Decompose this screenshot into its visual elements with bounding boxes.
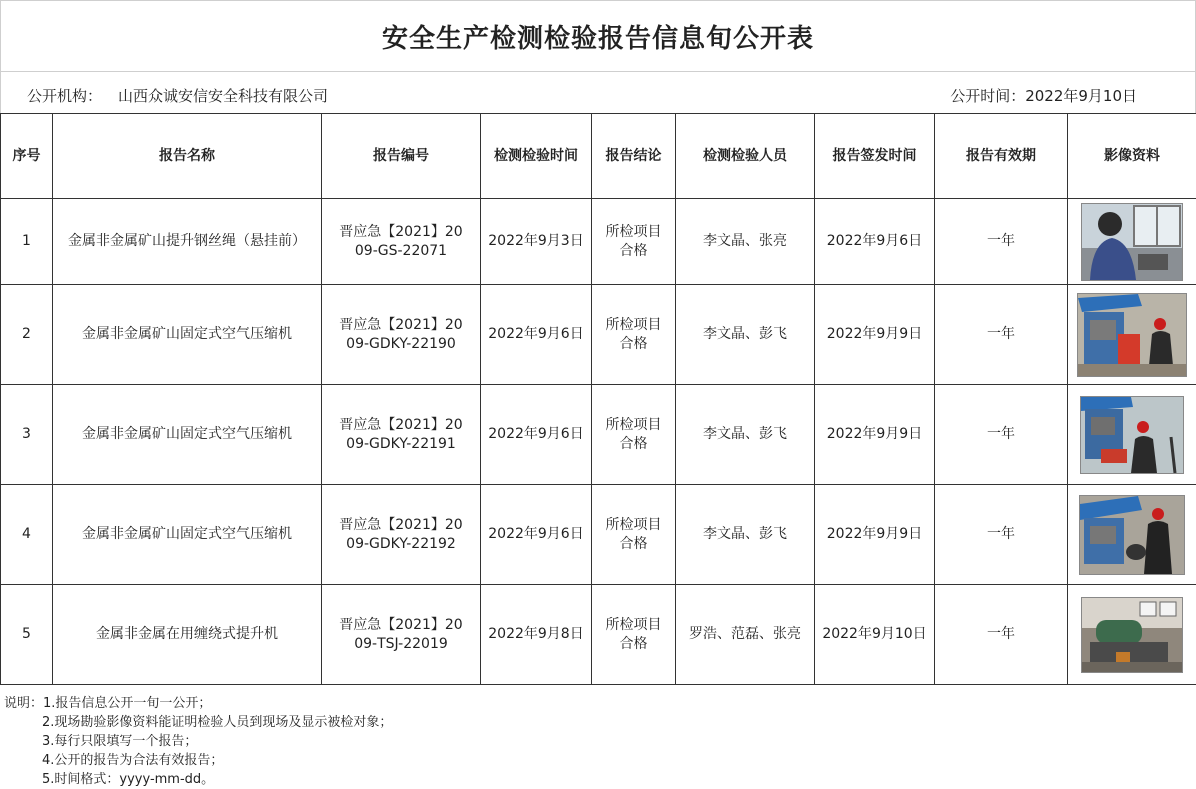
cell-staff: 李文晶、彭飞 [676, 385, 815, 485]
conclusion-line-2: 合格 [620, 636, 648, 652]
cell-issue-date: 2022年9月9日 [815, 385, 935, 485]
cell-validity: 一年 [935, 485, 1068, 585]
cell-no: 2 [1, 285, 53, 385]
cell-conclusion [592, 385, 676, 485]
cell-photo [1068, 385, 1196, 485]
cell-code [322, 385, 481, 485]
cell-name: 金属非金属矿山固定式空气压缩机 [53, 485, 322, 585]
header-row [1, 114, 1196, 199]
code-line-2: 09-TSJ-22019 [354, 636, 448, 652]
cell-name: 金属非金属矿山提升钢丝绳（悬挂前） [53, 199, 322, 285]
note-item: 2.现场勘验影像资料能证明检验人员到现场及显示被检对象； [4, 713, 392, 732]
note-item: 3.每行只限填写一个报告； [4, 732, 392, 751]
col-header-code: 报告编号 [322, 114, 481, 199]
col-header-test-date: 检测检验时间 [481, 114, 592, 199]
col-header-name: 报告名称 [53, 114, 322, 199]
org-name: 山西众诚安信安全科技有限公司 [118, 87, 328, 105]
col-header-no: 序号 [1, 114, 53, 199]
cell-conclusion [592, 285, 676, 385]
cell-photo [1068, 285, 1196, 385]
note-item: 1.报告信息公开一旬一公开； [43, 696, 211, 711]
cell-staff: 罗浩、范磊、张亮 [676, 585, 815, 685]
table-row [1, 285, 1196, 385]
cell-validity: 一年 [935, 385, 1068, 485]
conclusion-line-1: 所检项目 [606, 617, 662, 633]
cell-photo [1068, 485, 1196, 585]
site-photo [1077, 293, 1187, 377]
col-header-photo: 影像资料 [1068, 114, 1196, 199]
cell-validity: 一年 [935, 285, 1068, 385]
page-title: 安全生产检测检验报告信息旬公开表 [0, 0, 1196, 72]
conclusion-line-2: 合格 [620, 336, 648, 352]
table-row [1, 485, 1196, 585]
conclusion-line-1: 所检项目 [606, 517, 662, 533]
code-line-1: 晋应急【2021】20 [339, 517, 462, 533]
cell-test-date: 2022年9月6日 [481, 485, 592, 585]
table-row [1, 385, 1196, 485]
cell-code [322, 485, 481, 585]
cell-conclusion [592, 485, 676, 585]
meta-bar [0, 72, 1196, 114]
cell-issue-date: 2022年9月9日 [815, 485, 935, 585]
cell-staff: 李文晶、彭飞 [676, 485, 815, 585]
table-row [1, 199, 1196, 285]
cell-issue-date: 2022年9月9日 [815, 285, 935, 385]
note-item: 4.公开的报告为合法有效报告； [4, 751, 392, 770]
conclusion-line-1: 所检项目 [606, 317, 662, 333]
publish-time: 公开时间：2022年9月10日 [950, 85, 1137, 106]
conclusion-line-2: 合格 [620, 436, 648, 452]
cell-code [322, 585, 481, 685]
col-header-validity: 报告有效期 [935, 114, 1068, 199]
conclusion-line-1: 所检项目 [606, 417, 662, 433]
col-header-staff: 检测检验人员 [676, 114, 815, 199]
cell-staff: 李文晶、张亮 [676, 199, 815, 285]
cell-conclusion [592, 585, 676, 685]
cell-issue-date: 2022年9月6日 [815, 199, 935, 285]
cell-issue-date: 2022年9月10日 [815, 585, 935, 685]
cell-validity: 一年 [935, 585, 1068, 685]
conclusion-line-2: 合格 [620, 536, 648, 552]
code-line-2: 09-GS-22071 [355, 243, 447, 259]
site-photo [1080, 396, 1184, 474]
cell-photo [1068, 199, 1196, 285]
cell-test-date: 2022年9月8日 [481, 585, 592, 685]
report-table [0, 113, 1196, 685]
cell-conclusion [592, 199, 676, 285]
cell-no: 5 [1, 585, 53, 685]
code-line-1: 晋应急【2021】20 [339, 317, 462, 333]
col-header-issue-date: 报告签发时间 [815, 114, 935, 199]
table-row [1, 585, 1196, 685]
col-header-conclusion: 报告结论 [592, 114, 676, 199]
cell-no: 4 [1, 485, 53, 585]
site-photo [1081, 203, 1183, 281]
cell-photo [1068, 585, 1196, 685]
cell-name: 金属非金属矿山固定式空气压缩机 [53, 285, 322, 385]
notes-prefix: 说明： [4, 696, 43, 711]
code-line-2: 09-GDKY-22191 [346, 436, 456, 452]
org-label: 公开机构： [27, 87, 102, 105]
cell-code [322, 285, 481, 385]
cell-validity: 一年 [935, 199, 1068, 285]
cell-code [322, 199, 481, 285]
conclusion-line-1: 所检项目 [606, 224, 662, 240]
publishing-org [27, 85, 328, 106]
code-line-2: 09-GDKY-22190 [346, 336, 456, 352]
code-line-1: 晋应急【2021】20 [339, 617, 462, 633]
cell-name: 金属非金属矿山固定式空气压缩机 [53, 385, 322, 485]
cell-test-date: 2022年9月3日 [481, 199, 592, 285]
site-photo [1081, 597, 1183, 673]
code-line-1: 晋应急【2021】20 [339, 224, 462, 240]
cell-no: 1 [1, 199, 53, 285]
cell-staff: 李文晶、彭飞 [676, 285, 815, 385]
cell-test-date: 2022年9月6日 [481, 385, 592, 485]
site-photo [1079, 495, 1185, 575]
cell-no: 3 [1, 385, 53, 485]
code-line-2: 09-GDKY-22192 [346, 536, 456, 552]
notes [4, 694, 392, 789]
conclusion-line-2: 合格 [620, 243, 648, 259]
note-item: 5.时间格式：yyyy-mm-dd。 [4, 770, 392, 789]
code-line-1: 晋应急【2021】20 [339, 417, 462, 433]
cell-name: 金属非金属在用缠绕式提升机 [53, 585, 322, 685]
cell-test-date: 2022年9月6日 [481, 285, 592, 385]
